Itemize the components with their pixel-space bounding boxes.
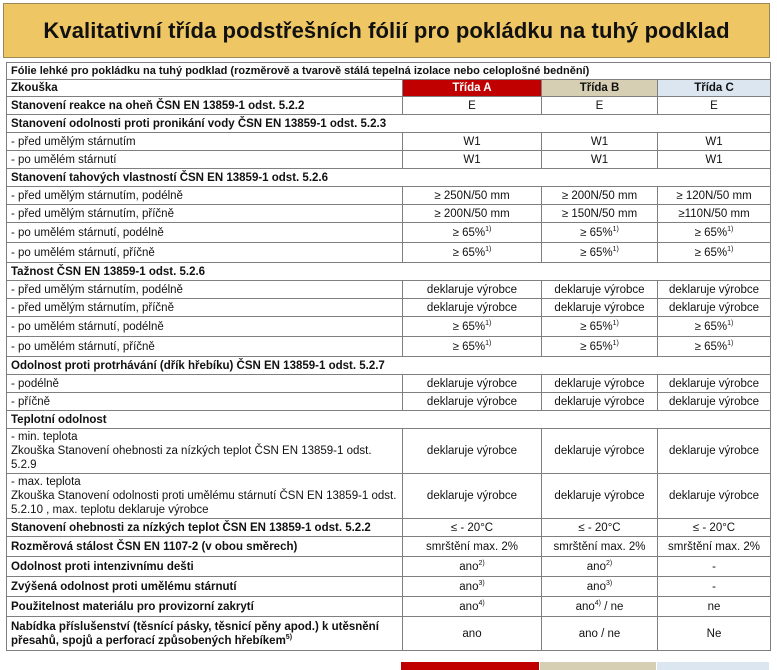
class-c-value-text: ≥ 120N/50 mm [676,189,752,202]
requirements-table [6,62,771,651]
class-b-value [542,337,658,357]
class-b-value-text: ≥ 65% [580,340,613,353]
class-a-value [403,223,542,243]
class-b-value-text: ano [586,580,606,593]
class-c-value [658,557,771,577]
row-label-text: Rozměrová stálost ČSN EN 1107-2 (v obou směrech) [11,540,298,553]
row-label-text: - po umělém stárnutí, příčně [11,340,155,353]
class-a-value [403,317,542,337]
section-row [7,115,771,133]
class-c-value-footnote: 1) [727,339,734,347]
class-b-value [542,223,658,243]
class-b-value-text: deklaruje výrobce [554,377,645,390]
row-label-text: Odolnost proti intenzivnímu dešti [11,560,194,573]
row-label [7,337,403,357]
class-c-value-text: W1 [705,135,723,148]
class-a-value-text: W1 [463,153,481,166]
class-b-value [542,151,658,169]
section-row [7,411,771,429]
class-a-value-footnote: 2) [478,559,485,567]
class-a-value [403,243,542,263]
row-label-text: Tažnost ČSN EN 13859-1 odst. 5.2.6 [11,265,206,278]
class-c-value [658,597,771,617]
class-c-value [658,299,771,317]
class-a-value-text: ≥ 65% [452,246,486,259]
class-c-value [658,317,771,337]
class-a-value-text: deklaruje výrobce [426,490,518,502]
table-row [7,393,771,411]
header-class-c: Třída C [658,80,771,97]
class-c-value [658,429,771,474]
row-label [7,187,403,205]
table-row [7,375,771,393]
class-c-value [658,223,771,243]
class-a-value-text: deklaruje výrobce [426,283,518,296]
class-c-value-text: deklaruje výrobce [668,301,760,314]
class-c-value-text: W1 [705,153,723,166]
class-b-value [542,393,658,411]
class-c-value [658,577,771,597]
row-label [7,577,403,597]
title-banner [3,3,770,58]
class-b-value-suffix: / ne [601,600,624,613]
class-a-value [403,375,542,393]
class-b-value [542,205,658,223]
row-label [7,115,771,133]
row-label-line: - min. teplota [11,431,78,443]
class-b-value-footnote: 2) [605,559,613,567]
class-a-value [403,557,542,577]
class-c-value [658,375,771,393]
row-label-text: Nabídka příslušenství (těsnící pásky, těsnicí pěny apod.) k utěsnění přesahů, spojů a perforací způsobených hřebíkem [11,620,379,647]
table-row [7,205,771,223]
class-c-value-text: smrštění max. 2% [667,540,761,553]
class-c-value-text: - [712,560,716,573]
class-c-value [658,187,771,205]
class-a-value-text: smrštění max. 2% [425,540,519,553]
row-label-text: Stanovení tahových vlastností ČSN EN 13859-1 odst. 5.2.6 [11,171,328,184]
class-a-value-text: deklaruje výrobce [426,445,518,457]
row-label [7,97,403,115]
class-c-value-text: ≥ 65% [694,320,728,333]
class-a-value [403,429,542,474]
class-a-value [403,337,542,357]
class-c-value-text: ≥ 65% [694,226,728,239]
class-a-value-text: ≥ 65% [452,340,486,353]
row-label-text: - před umělým stárnutím [11,135,136,148]
class-c-value-text: ≥110N/50 mm [678,207,750,220]
header-test: Zkouška [7,80,403,97]
class-a-value [403,299,542,317]
section-row [7,169,771,187]
section-row [7,263,771,281]
class-c-value [658,537,771,557]
row-label-text: Stanovení odolnosti proti pronikání vody ČSN EN 13859-1 odst. 5.2.3 [11,117,387,130]
class-c-value [658,151,771,169]
class-c-value [658,205,771,223]
class-a-value [403,151,542,169]
class-b-value-text: W1 [590,135,609,148]
table-row [7,281,771,299]
header-row [7,80,771,97]
class-a-value-text: ≥ 250N/50 mm [434,189,510,202]
table-row [7,337,771,357]
class-b-value [542,281,658,299]
row-label [7,557,403,577]
row-label [7,597,403,617]
class-c-value [658,474,771,519]
table-row [7,537,771,557]
subtitle-row [7,63,771,80]
class-a-value-footnote: 1) [485,245,492,253]
page-title: Kvalitativní třída podstřešních fólií pro pokládku na tuhý podklad [43,17,730,43]
row-label [7,357,771,375]
class-b-value-footnote: 1) [612,339,619,347]
table-row [7,429,771,474]
table-row [7,317,771,337]
class-a-value-footnote: 4) [478,599,485,607]
class-b-value-footnote: 1) [612,225,619,233]
class-b-value [542,97,658,115]
class-a-value [403,617,542,651]
row-label-line: Zkouška Stanovení ohebnosti za nízkých teplot ČSN EN 13859-1 odst. 5.2.9 [11,445,372,471]
class-a-value [403,393,542,411]
row-label-footnote: 5) [285,633,293,641]
class-b-value [542,597,658,617]
row-label-text: - po umělém stárnutí, příčně [11,246,155,259]
table-row [7,577,771,597]
class-c-value-text: - [712,580,716,593]
class-c-value-text: deklaruje výrobce [668,283,760,296]
class-c-value [658,519,771,537]
class-b-value-text: ≥ 65% [580,226,613,239]
table-row [7,151,771,169]
class-a-value-text: ano [459,560,479,573]
row-label [7,617,403,651]
class-b-value-text: ≤ - 20°C [578,521,621,534]
class-a-value-text: ≥ 65% [452,320,486,333]
class-c-value [658,281,771,299]
row-label-text: Zvýšená odolnost proti umělému stárnutí [11,580,237,593]
class-b-value-footnote: 1) [612,319,619,327]
class-b-value [542,557,658,577]
class-b-value-text: ≥ 65% [580,320,613,333]
class-b-value [542,133,658,151]
class-b-value [542,617,658,651]
row-label-text: - po umělém stárnutí [11,153,117,166]
row-label [7,375,403,393]
table-row [7,97,771,115]
table-row [7,187,771,205]
class-b-value [542,317,658,337]
class-a-value-footnote: 1) [485,339,492,347]
class-b-value-text: deklaruje výrobce [554,395,645,408]
class-a-value-footnote: 1) [485,319,492,327]
row-label [7,474,403,519]
class-b-value-text: ano / ne [578,627,621,640]
class-a-value [403,577,542,597]
class-a-value-text: ano [462,627,482,640]
class-b-value [542,243,658,263]
class-b-value-text: deklaruje výrobce [554,301,645,314]
class-b-value-text: deklaruje výrobce [554,445,645,457]
class-c-value-text: ≥ 65% [694,340,728,353]
row-label [7,519,403,537]
class-a-value-text: W1 [463,135,481,148]
class-b-value [542,429,658,474]
header-class-b: Třída B [542,80,658,97]
row-label [7,299,403,317]
class-b-value-text: ano [586,560,606,573]
row-label-text: Teplotní odolnost [11,413,107,426]
class-c-value-text: deklaruje výrobce [668,490,760,502]
class-a-value [403,187,542,205]
class-c-value [658,97,771,115]
row-label [7,151,403,169]
row-label [7,223,403,243]
row-label-text: - před umělým stárnutím, podélně [11,189,183,202]
class-c-value-footnote: 1) [727,225,734,233]
class-b-value-footnote: 1) [612,245,619,253]
row-label-text: - před umělým stárnutím, příčně [11,301,174,314]
row-label [7,243,403,263]
class-a-value [403,474,542,519]
row-label-text: - příčně [11,395,50,408]
class-b-value [542,375,658,393]
row-label [7,281,403,299]
class-a-value [403,97,542,115]
class-c-value-footnote: 1) [727,319,734,327]
class-a-value-text: ano [459,580,479,593]
row-label-text: - před umělým stárnutím, podélně [11,283,183,296]
class-c-value [658,243,771,263]
row-label-text: - před umělým stárnutím, příčně [11,207,174,220]
table-row [7,223,771,243]
class-a-value [403,519,542,537]
class-b-value [542,299,658,317]
class-c-value-text: ne [707,600,721,613]
class-a-value [403,281,542,299]
class-c-value-text: E [710,99,718,112]
class-a-value-text: deklaruje výrobce [426,301,518,314]
class-a-value [403,537,542,557]
class-a-value-text: ≤ - 20°C [450,521,494,534]
class-b-value-text: smrštění max. 2% [553,540,646,553]
class-c-strip [657,662,769,670]
class-b-value-footnote: 3) [605,579,613,587]
table-row [7,557,771,577]
class-c-value-text: deklaruje výrobce [668,377,760,390]
class-a-value-text: ano [459,600,479,613]
table-row [7,597,771,617]
table-row [7,474,771,519]
class-a-value-text: ≥ 65% [452,226,486,239]
class-b-value-text: ≥ 150N/50 mm [561,207,638,220]
table-row [7,519,771,537]
row-label [7,133,403,151]
row-label-text: - podélně [11,377,59,390]
class-a-value-text: deklaruje výrobce [426,395,518,408]
row-label [7,169,771,187]
row-label [7,393,403,411]
section-row [7,357,771,375]
row-label [7,411,771,429]
row-label [7,205,403,223]
table-row [7,133,771,151]
class-b-value-text: ≥ 65% [580,246,613,259]
class-b-value [542,519,658,537]
class-b-value-text: ano [575,600,595,613]
row-label [7,317,403,337]
class-b-strip [540,662,656,670]
class-a-value [403,597,542,617]
class-a-value-footnote: 1) [485,225,492,233]
class-c-value [658,133,771,151]
class-a-value [403,133,542,151]
class-a-strip [401,662,539,670]
class-c-value-text: deklaruje výrobce [668,395,760,408]
class-a-value [403,205,542,223]
table-row [7,617,771,651]
class-b-value [542,474,658,519]
class-c-value-text: ≤ - 20°C [692,521,736,534]
class-a-value-text: ≥ 200N/50 mm [434,207,510,220]
row-label [7,537,403,557]
class-b-value [542,187,658,205]
table-row [7,243,771,263]
row-label-line: - max. teplota [11,476,81,488]
row-label [7,429,403,474]
class-b-value-text: W1 [590,153,609,166]
class-b-value-text: E [595,99,604,112]
header-class-a: Třída A [403,80,542,97]
class-b-value-text: deklaruje výrobce [554,490,645,502]
class-b-value-footnote: 4) [594,599,602,607]
table-row [7,299,771,317]
class-c-value [658,617,771,651]
class-c-value [658,337,771,357]
class-c-value-text: ≥ 65% [694,246,728,259]
class-a-value-text: deklaruje výrobce [426,377,518,390]
subtitle-cell: Fólie lehké pro pokládku na tuhý podklad (rozměrově a tvarově stálá tepelná izolace nebo celoplošné bednění) [7,63,771,80]
row-label-text: - po umělém stárnutí, podélně [11,226,164,239]
row-label-text: Stanovení ohebnosti za nízkých teplot ČSN EN 13859-1 odst. 5.2.2 [11,521,371,534]
class-a-value-footnote: 3) [478,579,485,587]
class-b-value [542,537,658,557]
class-c-value-text: Ne [706,627,722,640]
class-c-value-footnote: 1) [727,245,734,253]
class-b-value-text: ≥ 200N/50 mm [561,189,638,202]
row-label-text: Stanovení reakce na oheň ČSN EN 13859-1 odst. 5.2.2 [11,99,305,112]
row-label-line: Zkouška Stanovení odolnosti proti umělému stárnutí ČSN EN 13859-1 odst. 5.2.10 , max. teplotu deklaruje výrobce [11,490,397,516]
row-label [7,263,771,281]
row-label-text: Odolnost proti protrhávání (dřík hřebíku) ČSN EN 13859-1 odst. 5.2.7 [11,359,385,372]
class-c-value [658,393,771,411]
class-b-value [542,577,658,597]
class-b-value-text: deklaruje výrobce [554,283,645,296]
row-label-text: Použitelnost materiálu pro provizorní zakrytí [11,600,254,613]
class-a-value-text: E [468,99,476,112]
row-label-text: - po umělém stárnutí, podélně [11,320,164,333]
class-c-value-text: deklaruje výrobce [668,445,760,457]
